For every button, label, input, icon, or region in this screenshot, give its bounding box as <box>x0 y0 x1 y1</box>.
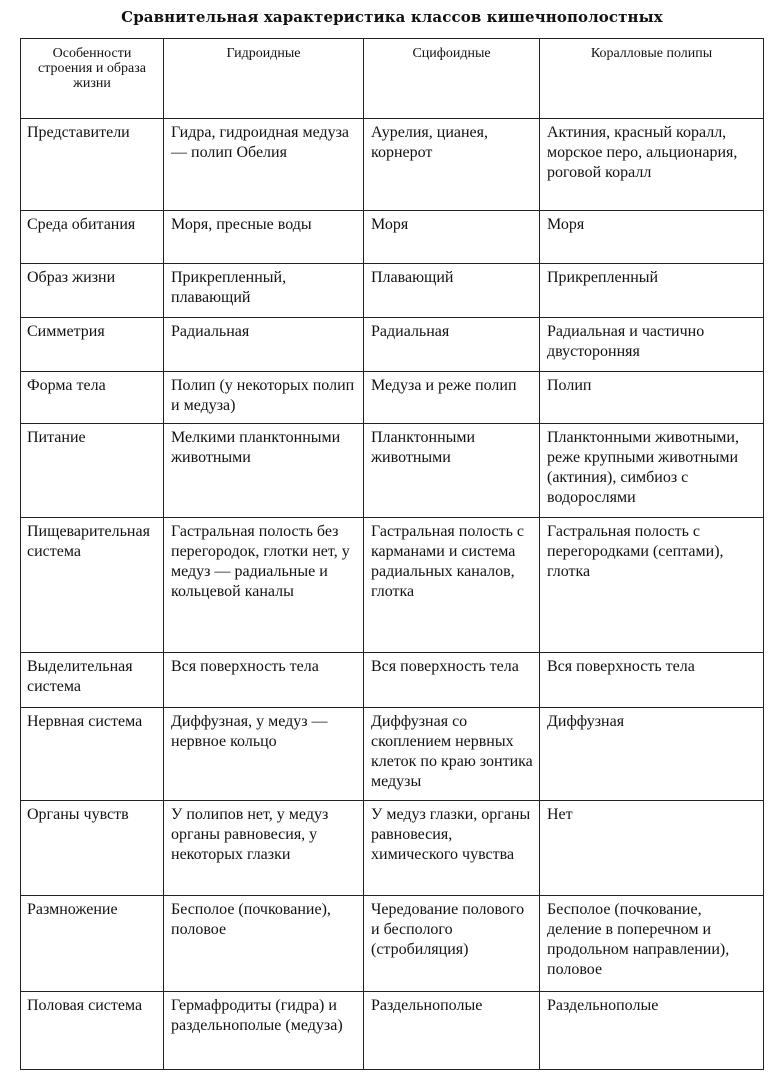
cell-coral: Бесполое (почкование, деление в поперечном и продольном направлении), половое <box>540 896 764 992</box>
cell-scyphoid: У медуз глазки, органы равновесия, химического чувства <box>364 801 540 896</box>
table-row <box>21 992 764 1070</box>
comparison-table <box>20 38 764 1070</box>
row-feature: Органы чувств <box>21 801 164 896</box>
cell-coral: Прикрепленный <box>540 264 764 318</box>
cell-hydroid: Диффузная, у медуз — нервное кольцо <box>164 708 364 801</box>
row-feature: Питание <box>21 424 164 518</box>
cell-hydroid: Бесполое (почкование), половое <box>164 896 364 992</box>
table-row <box>21 372 764 424</box>
cell-coral: Полип <box>540 372 764 424</box>
cell-scyphoid: Аурелия, цианея, корнерот <box>364 119 540 211</box>
cell-scyphoid: Планктонными животными <box>364 424 540 518</box>
row-feature: Среда обитания <box>21 211 164 264</box>
table-row <box>21 653 764 708</box>
cell-hydroid: Вся поверхность тела <box>164 653 364 708</box>
row-feature: Размножение <box>21 896 164 992</box>
cell-hydroid: У полипов нет, у медуз органы равновесия, у некоторых глазки <box>164 801 364 896</box>
cell-coral: Вся поверхность тела <box>540 653 764 708</box>
cell-hydroid: Моря, пресные воды <box>164 211 364 264</box>
table-row <box>21 896 764 992</box>
row-feature: Образ жизни <box>21 264 164 318</box>
table-row <box>21 801 764 896</box>
cell-coral: Диффузная <box>540 708 764 801</box>
cell-coral: Актиния, красный коралл, морское перо, альционария, роговой коралл <box>540 119 764 211</box>
table-row <box>21 424 764 518</box>
cell-scyphoid: Медуза и реже полип <box>364 372 540 424</box>
row-feature: Выделительная система <box>21 653 164 708</box>
cell-scyphoid: Гастральная полость с карманами и система радиальных каналов, глотка <box>364 518 540 653</box>
row-feature: Представители <box>21 119 164 211</box>
cell-hydroid: Радиальная <box>164 318 364 372</box>
cell-hydroid: Гермафродиты (гидра) и раздельнополые (медуза) <box>164 992 364 1070</box>
table-row <box>21 264 764 318</box>
cell-scyphoid: Чередование полового и бесполого (стробиляция) <box>364 896 540 992</box>
header-features: Особенности строения и образа жизни <box>21 39 164 119</box>
cell-coral: Гастральная полость с перегородками (септами), глотка <box>540 518 764 653</box>
cell-hydroid: Прикрепленный, плавающий <box>164 264 364 318</box>
cell-scyphoid: Диффузная со скоплением нервных клеток по краю зонтика медузы <box>364 708 540 801</box>
cell-hydroid: Мелкими планктонными животными <box>164 424 364 518</box>
cell-scyphoid: Радиальная <box>364 318 540 372</box>
header-scyphoid: Сцифоидные <box>364 39 540 119</box>
cell-coral: Моря <box>540 211 764 264</box>
cell-coral: Планктонными животными, реже крупными животными (актиния), симбиоз с водорослями <box>540 424 764 518</box>
cell-scyphoid: Раздельнополые <box>364 992 540 1070</box>
row-feature: Пищеварительная система <box>21 518 164 653</box>
cell-coral: Нет <box>540 801 764 896</box>
row-feature: Форма тела <box>21 372 164 424</box>
cell-hydroid: Гидра, гидроидная медуза — полип Обелия <box>164 119 364 211</box>
table-row <box>21 211 764 264</box>
table-row <box>21 318 764 372</box>
cell-coral: Радиальная и частично двусторонняя <box>540 318 764 372</box>
row-feature: Половая система <box>21 992 164 1070</box>
row-feature: Нервная система <box>21 708 164 801</box>
cell-hydroid: Гастральная полость без перегородок, глотки нет, у медуз — радиальные и кольцевой каналы <box>164 518 364 653</box>
table-header <box>21 39 764 119</box>
page-title: Сравнительная характеристика классов кишечнополостных <box>121 8 663 26</box>
cell-hydroid: Полип (у некоторых полип и медуза) <box>164 372 364 424</box>
header-hydroid: Гидроидные <box>164 39 364 119</box>
cell-scyphoid: Моря <box>364 211 540 264</box>
cell-scyphoid: Вся поверхность тела <box>364 653 540 708</box>
table-row <box>21 119 764 211</box>
table-row <box>21 708 764 801</box>
header-coral: Коралловые полипы <box>540 39 764 119</box>
cell-coral: Раздельнополые <box>540 992 764 1070</box>
row-feature: Симметрия <box>21 318 164 372</box>
table-row <box>21 518 764 653</box>
cell-scyphoid: Плавающий <box>364 264 540 318</box>
